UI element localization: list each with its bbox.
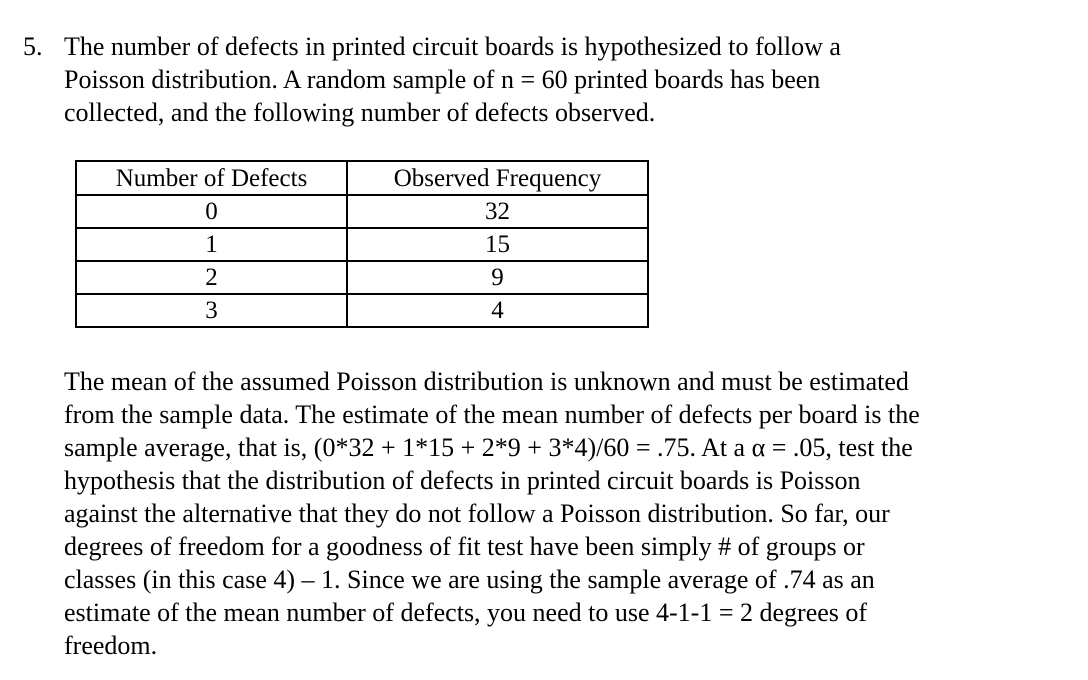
paragraph-line: hypothesis that the distribution of defects in printed circuit boards is Poisson	[64, 466, 861, 495]
defects-table	[75, 160, 649, 328]
paragraph-line: sample average, that is, (0*32 + 1*15 + 2*9 + 3*4)/60 = .75. At a α = .05, test the	[64, 433, 913, 462]
explanation-paragraph	[64, 365, 1074, 662]
defects-cell: 1	[76, 228, 347, 261]
table-row	[76, 261, 648, 294]
table-row	[76, 294, 648, 327]
frequency-cell: 9	[347, 261, 648, 294]
frequency-cell: 32	[347, 195, 648, 228]
intro-line: Poisson distribution. A random sample of n = 60 printed boards has been	[64, 65, 821, 94]
table-row	[76, 195, 648, 228]
intro-line: collected, and the following number of defects observed.	[64, 98, 656, 127]
paragraph-line: classes (in this case 4) – 1. Since we are using the sample average of .74 as an	[64, 565, 875, 594]
paragraph-line: The mean of the assumed Poisson distribution is unknown and must be estimated	[64, 367, 909, 396]
defects-cell: 0	[76, 195, 347, 228]
paragraph-line: against the alternative that they do not follow a Poisson distribution. So far, our	[64, 499, 890, 528]
defects-cell: 2	[76, 261, 347, 294]
problem-intro	[64, 30, 1064, 129]
table-header-row	[76, 161, 648, 195]
paragraph-line: estimate of the mean number of defects, you need to use 4-1-1 = 2 degrees of	[64, 598, 868, 627]
paragraph-line: freedom.	[64, 631, 158, 660]
header-observed-frequency: Observed Frequency	[347, 161, 648, 195]
frequency-cell: 4	[347, 294, 648, 327]
frequency-cell: 15	[347, 228, 648, 261]
paragraph-line: degrees of freedom for a goodness of fit test have been simply # of groups or	[64, 532, 865, 561]
defects-cell: 3	[76, 294, 347, 327]
paragraph-line: from the sample data. The estimate of the mean number of defects per board is the	[64, 400, 920, 429]
header-number-of-defects: Number of Defects	[76, 161, 347, 195]
problem-number: 5.	[23, 32, 43, 61]
intro-line: The number of defects in printed circuit boards is hypothesized to follow a	[64, 32, 841, 61]
table-row	[76, 228, 648, 261]
